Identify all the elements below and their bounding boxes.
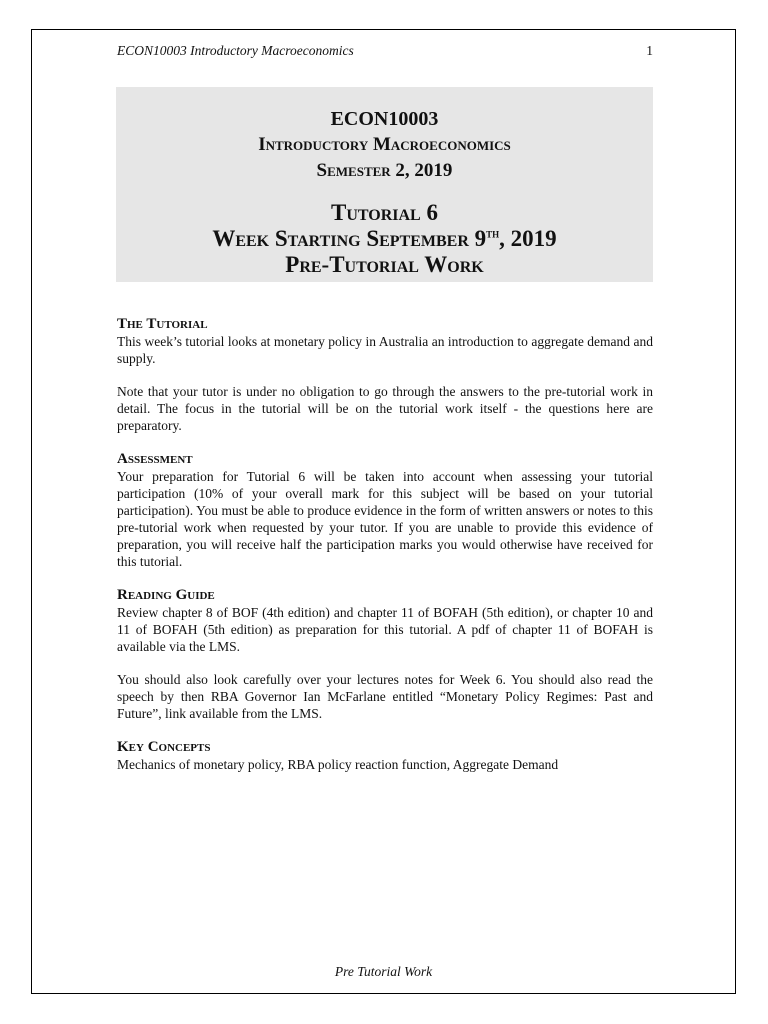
semester: Semester 2, 2019: [316, 160, 453, 181]
week-starting: [116, 226, 653, 252]
header-course-title: ECON10003 Introductory Macroeconomics: [117, 43, 354, 58]
heading-key-concepts: Key Concepts: [117, 739, 211, 755]
page-number: 1: [646, 43, 653, 58]
assessment-paragraph: Your preparation for Tutorial 6 will be taken into account when assessing your tutorial participation (10% of your overall mark for this subject will be based on your tutorial participation). You must be able to produce evidence in the form of written answers or notes to this pre-tutorial work when requested by your tutor. If you are unable to provide this evidence of preparation, you will receive half the participation marks you would otherwise have received for this tutorial.: [117, 469, 653, 569]
course-code: ECON10003: [330, 108, 439, 130]
tutorial-paragraph-1: This week’s tutorial looks at monetary policy in Australia an introduction to aggregate demand and supply.: [117, 334, 653, 366]
running-header: [117, 43, 653, 59]
tutorial-paragraph-2: Note that your tutor is under no obligation to go through the answers to the pre-tutorial work in detail. The focus in the tutorial will be on the tutorial work itself - the questions here are preparatory.: [117, 384, 653, 433]
key-concepts-paragraph: Mechanics of monetary policy, RBA policy reaction function, Aggregate Demand: [117, 757, 559, 772]
document-page: [31, 29, 736, 994]
title-box: [116, 87, 653, 282]
pre-tutorial-title: Pre-Tutorial Work: [285, 252, 484, 277]
tutorial-number: Tutorial 6: [331, 200, 438, 225]
week-suffix: , 2019: [499, 226, 557, 251]
course-name: Introductory Macroeconomics: [258, 134, 511, 155]
heading-assessment: Assessment: [117, 451, 193, 467]
reading-guide-paragraph-2: You should also look carefully over your lectures notes for Week 6. You should also read the speech by then RBA Governor Ian McFarlane entitled “Monetary Policy Regimes: Past and Future”, link available from the LMS.: [117, 672, 653, 721]
heading-the-tutorial: The Tutorial: [117, 316, 208, 332]
week-superscript: th: [486, 225, 500, 241]
document-body: [117, 315, 653, 773]
running-footer: Pre Tutorial Work: [334, 964, 433, 979]
reading-guide-paragraph-1: Review chapter 8 of BOF (4th edition) and chapter 11 of BOFAH (5th edition), or chapter 10 and 11 of BOFAH (5th edition) as preparation for this tutorial. A pdf of chapter 11 of BOFAH is available via the LMS.: [117, 605, 653, 654]
week-prefix: Week Starting September 9: [212, 226, 487, 251]
heading-reading-guide: Reading Guide: [117, 587, 215, 603]
